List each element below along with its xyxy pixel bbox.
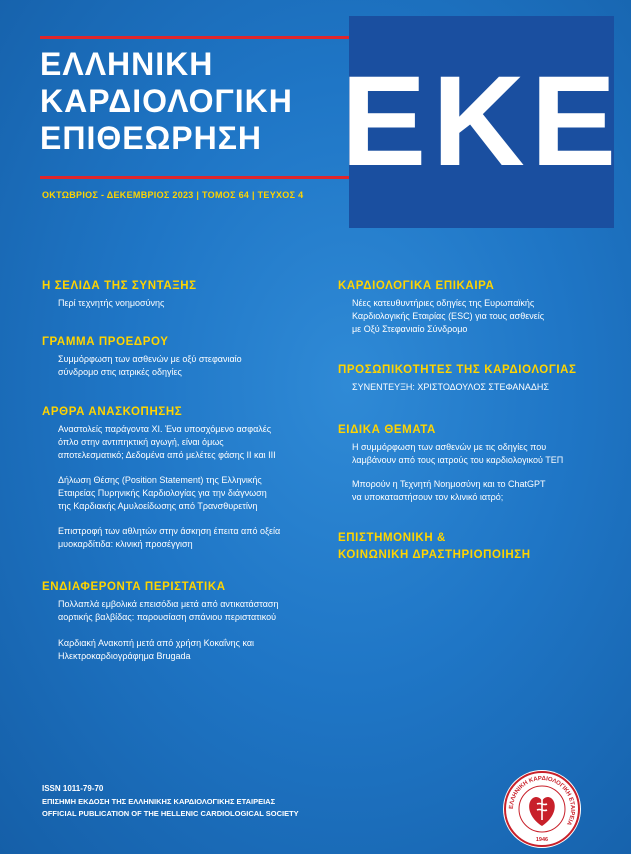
logo-text: ΕΚΕ <box>340 50 623 193</box>
article-line: να υποκαταστήσουν τον κλινικό ιατρό; <box>352 492 504 502</box>
article-line: Εταιρείας Πυρηνικής Καρδιολογίας για την διάγνωση <box>58 488 267 498</box>
article-line: Καρδιακή Ανακοπή μετά από χρήση Κοκαΐνης και <box>58 638 255 648</box>
article-line: Περί τεχνητής νοημοσύνης <box>58 298 165 308</box>
section-heading: ΓΡΑΜΜΑ ΠΡΟΕΔΡΟΥ <box>42 336 169 348</box>
title-line-2: ΚΑΡΔΙΟΛΟΓΙΚΗ <box>40 83 293 119</box>
seal-year: 1946 <box>535 837 549 843</box>
section-heading: ΚΟΙΝΩΝΙΚΗ ΔΡΑΣΤΗΡΙΟΠΟΙΗΣΗ <box>338 549 531 561</box>
seal-emblem-icon <box>503 770 581 848</box>
title-line-3: ΕΠΙΘΕΩΡΗΣΗ <box>40 120 262 156</box>
section-heading: ΕΙΔΙΚΑ ΘΕΜΑΤΑ <box>338 424 436 436</box>
section-heading: ΕΝΔΙΑΦΕΡΟΝΤΑ ΠΕΡΙΣΤΑΤΙΚΑ <box>42 581 226 593</box>
journal-title <box>40 46 350 157</box>
article-line: Επιστροφή των αθλητών στην άσκηση έπειτα από οξεία <box>58 526 281 536</box>
article-line: Αναστολείς παράγοντα XI. Ένα υποσχόμενο ασφαλές <box>58 424 272 434</box>
article-line: Συμμόρφωση των ασθενών με οξύ στεφανιαίο <box>58 354 242 364</box>
article-line: αορτικής βαλβίδας: παρουσίαση σπάνιου περιστατικού <box>58 612 277 622</box>
society-seal <box>503 770 581 848</box>
article-line: μυοκαρδίτιδα: κλινική προσέγγιση <box>58 539 193 549</box>
publisher-greek: ΕΠΙΣΗΜΗ ΕΚΔΟΣΗ ΤΗΣ ΕΛΛΗΝΙΚΗΣ ΚΑΡΔΙΟΛΟΓΙΚΗΣ ΕΤΑΙΡΕΙΑΣ <box>42 797 276 806</box>
article-line: Δήλωση Θέσης (Position Statement) της Ελληνικής <box>58 475 262 485</box>
article-line: ΣΥΝΕΝΤΕΥΞΗ: ΧΡΙΣΤΟΔΟΥΛΟΣ ΣΤΕΦΑΝΑΔΗΣ <box>352 382 549 392</box>
article-line: όπλο στην αντιπηκτική αγωγή, είναι όμως <box>58 437 224 447</box>
title-line-1: ΕΛΛΗΝΙΚΗ <box>40 46 214 82</box>
article-line: Νέες κατευθυντήριες οδηγίες της Ευρωπαϊκής <box>352 298 535 308</box>
article-line: της Καρδιακής Αμυλοείδωσης από Τρανσθυρετίνη <box>58 501 258 511</box>
section-heading: Η ΣΕΛΙΔΑ ΤΗΣ ΣΥΝΤΑΞΗΣ <box>42 280 197 292</box>
section-heading: ΑΡΘΡΑ ΑΝΑΣΚΟΠΗΣΗΣ <box>42 406 183 418</box>
article-line: Καρδιολογικής Εταιρίας (ESC) για τους ασθενείς <box>352 311 545 321</box>
article-line: Μπορούν η Τεχνητή Νοημοσύνη και το ChatGPT <box>352 479 546 489</box>
eke-logo <box>340 16 623 228</box>
publisher-english: OFFICIAL PUBLICATION OF THE HELLENIC CARDIOLOGICAL SOCIETY <box>42 809 299 818</box>
article-line: λαμβάνουν από τους ιατρούς του καρδιολογικού ΤΕΠ <box>352 455 564 465</box>
article-line: αποτελεσματικό; Δεδομένα από μελέτες φάσης II και III <box>58 450 276 460</box>
article-line: Ηλεκτροκαρδιογράφημα Brugada <box>58 651 191 661</box>
section-heading: ΕΠΙΣΤΗΜΟΝΙΚΗ & <box>338 532 446 544</box>
article-line: σύνδρομο στις ιατρικές οδηγίες <box>58 367 182 377</box>
issn: ISSN 1011-79-70 <box>42 784 104 793</box>
seal-ring-text: ΕΛΛΗΝΙΚΗ ΚΑΡΔΙΟΛΟΓΙΚΗ ΕΤΑΙΡΕΙΑ <box>508 775 576 827</box>
section-heading: ΚΑΡΔΙΟΛΟΓΙΚΑ ΕΠΙΚΑΙΡΑ <box>338 280 495 292</box>
section-heading: ΠΡΟΣΩΠΙΚΟΤΗΤΕΣ ΤΗΣ ΚΑΡΔΙΟΛΟΓΙΑΣ <box>338 364 577 376</box>
issue-line: ΟΚΤΩΒΡΙΟΣ - ΔΕΚΕΜΒΡΙΟΣ 2023 | ΤΟΜΟΣ 64 | ΤΕΥΧΟΣ 4 <box>42 190 304 200</box>
article-line: Πολλαπλά εμβολικά επεισόδια μετά από αντικατάσταση <box>58 599 279 609</box>
article-line: Η συμμόρφωση των ασθενών με τις οδηγίες που <box>352 442 547 452</box>
article-line: με Οξύ Στεφανιαίο Σύνδρομο <box>352 324 468 334</box>
